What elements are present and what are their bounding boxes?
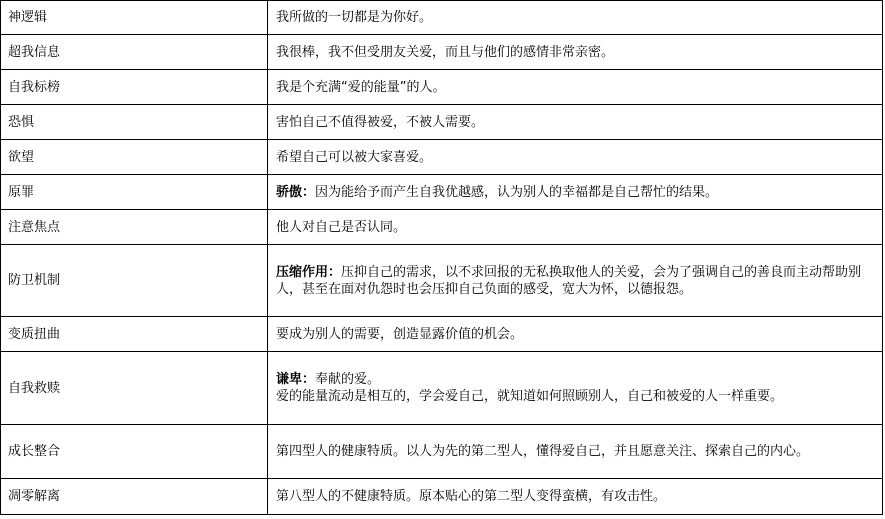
row-label: 神逻辑 (1, 1, 268, 35)
row-value-emphasis: 谦卑： (276, 372, 316, 387)
table-row (1, 140, 883, 175)
table-row (1, 175, 883, 210)
row-value: 要成为别人的需要，创造显露价值的机会。 (268, 317, 883, 352)
row-label: 欲望 (1, 140, 268, 175)
row-label: 变质扭曲 (1, 317, 268, 352)
row-value (268, 352, 883, 425)
row-label: 原罪 (1, 175, 268, 210)
row-label: 超我信息 (1, 35, 268, 70)
row-value (268, 175, 883, 210)
table-row (1, 317, 883, 352)
row-value-text: 压抑自己的需求，以不求回报的无私换取他人的关爱，会为了强调自己的善良而主动帮助别人，甚至在面对仇怨时也会压抑自己负面的感受，宽大为怀，以德报怨。 (276, 264, 862, 297)
table-row (1, 35, 883, 70)
row-value-emphasis: 压缩作用： (276, 264, 342, 280)
row-label: 凋零解离 (1, 479, 268, 515)
table-row (1, 245, 883, 317)
row-value: 他人对自己是否认同。 (268, 210, 883, 245)
table-row (1, 70, 883, 105)
table-row (1, 479, 883, 515)
row-value: 我很棒，我不但受朋友关爱，而且与他们的感情非常亲密。 (268, 35, 883, 70)
row-label: 恐惧 (1, 105, 268, 140)
table-row (1, 1, 883, 35)
row-label: 自我救赎 (1, 352, 268, 425)
table-row (1, 352, 883, 425)
row-value: 第四型人的健康特质。以人为先的第二型人，懂得爱自己，并且愿意关注、探索自己的内心。 (268, 425, 883, 479)
table-row (1, 105, 883, 140)
row-value: 我所做的一切都是为你好。 (268, 1, 883, 35)
row-value-text: 奉献的爱。 (315, 372, 381, 387)
row-value: 害怕自己不值得被爱，不被人需要。 (268, 105, 883, 140)
table-row (1, 425, 883, 479)
row-label: 防卫机制 (1, 245, 268, 317)
row-value: 第八型人的不健康特质。原本贴心的第二型人变得蛮横，有攻击性。 (268, 479, 883, 515)
row-value (268, 245, 883, 317)
row-label: 自我标榜 (1, 70, 268, 105)
row-value-emphasis: 骄傲： (276, 184, 316, 200)
row-value: 希望自己可以被大家喜爱。 (268, 140, 883, 175)
row-value: 我是个充满“爱的能量”的人。 (268, 70, 883, 105)
table-row (1, 210, 883, 245)
row-value-text: 因为能给予而产生自我优越感，认为别人的幸福都是自己帮忙的结果。 (315, 184, 719, 200)
row-label: 注意焦点 (1, 210, 268, 245)
row-label: 成长整合 (1, 425, 268, 479)
row-value-text-line2: 爱的能量流动是相互的，学会爱自己，就知道如何照顾别人，自己和被爱的人一样重要。 (276, 389, 784, 404)
